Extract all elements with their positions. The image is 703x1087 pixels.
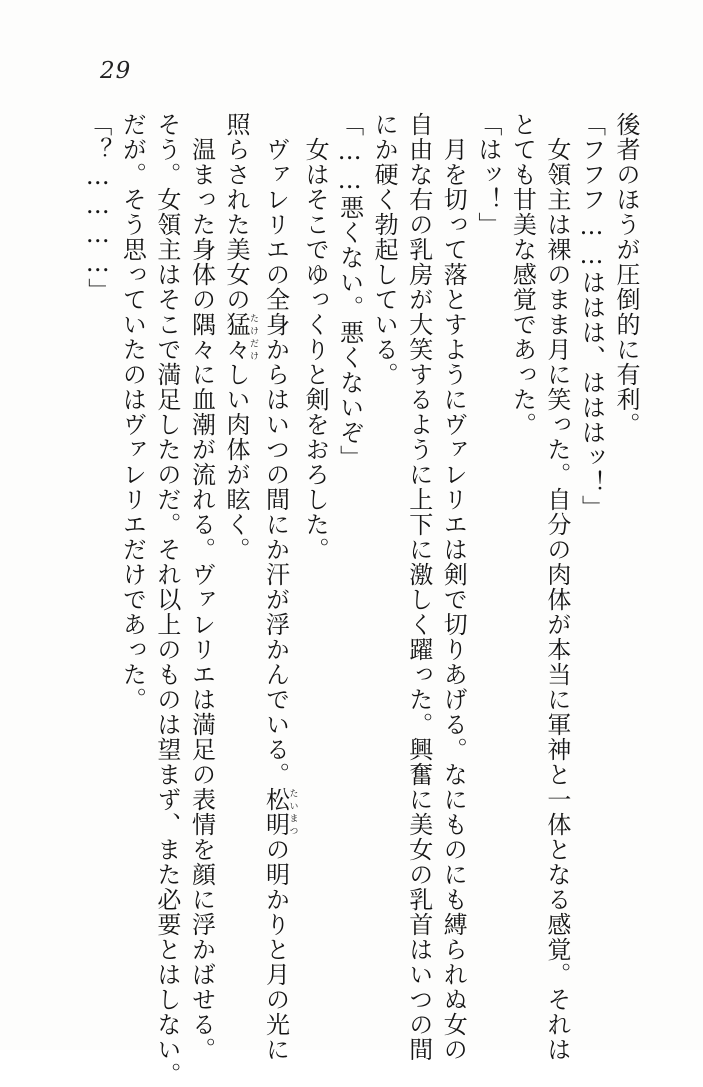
text-line-12: 照らされた美女の猛々たけだけしい肉体が眩く。	[221, 112, 258, 562]
text-line-11: ヴァレリエの全身からはいつの間にか汗が浮かんでいる。松明たいまつの明かりと月の光に	[261, 112, 298, 1062]
text-line-15: だが。そう思っていたのはヴァレリエだけであった。	[118, 112, 147, 712]
text-line-7: 自由な右の乳房が大笑するように上下に激しく躍った。興奮に美女の乳首はいつの間	[404, 112, 433, 1062]
page-number: 29	[100, 58, 132, 84]
text-line-16: 「？…………」	[83, 112, 112, 303]
text-line-14: そう。女領主はそこで満足したのだ。それ以上のものは望まず、また必要とはしない。	[152, 112, 181, 1087]
text-line-2: 「フフフ……ははは、はははッ！」	[577, 112, 606, 520]
ruby-takedake: 猛々たけだけ	[221, 312, 258, 362]
text-line-10: 女はそこでゆっくりと剣をおろした。	[301, 112, 330, 562]
text-line-3: 女領主は裸のまま月に笑った。自分の肉体が本当に軍神と一体となる感覚。それは	[542, 112, 571, 1062]
vertical-text-body	[80, 112, 643, 1087]
text-line-4: とても甘美な感覚であった。	[508, 112, 537, 437]
text-line-6: 月を切って落とすようにヴァレリエは剣で切りあげる。なにものにも縛られぬ女の	[439, 112, 468, 1062]
ruby-taimatsu: 松明たいまつ	[261, 787, 298, 837]
text-line-8: にか硬く勃起している。	[370, 112, 399, 387]
text-line-9: 「……悪くない。悪くないぞ」	[335, 112, 364, 470]
text-line-1: 後者のほうが圧倒的に有利。	[612, 112, 640, 437]
text-line-5: 「はッ！」	[473, 112, 502, 237]
text-line-13: 温まった身体の隅々に血潮が流れる。ヴァレリエは満足の表情を顔に浮かばせる。	[187, 112, 216, 1062]
